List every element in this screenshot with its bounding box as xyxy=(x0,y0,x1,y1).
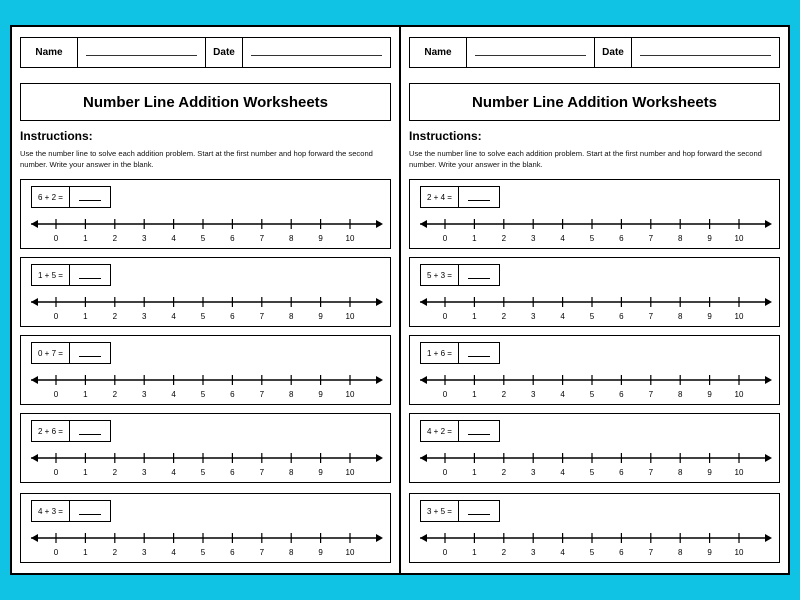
equation-box xyxy=(31,420,111,442)
equation-box xyxy=(420,500,500,522)
tick-label: 1 xyxy=(83,312,88,321)
tick-label: 2 xyxy=(112,390,118,399)
tick-label: 3 xyxy=(530,390,536,399)
number-line xyxy=(29,214,385,244)
tick-label: 7 xyxy=(648,390,654,399)
instructions-text: Use the number line to solve each addition problem. Start at the first number and hop forward the second number. Write your answer in the blank. xyxy=(20,149,373,169)
number-line xyxy=(29,448,385,478)
tick-label: 0 xyxy=(442,312,448,321)
tick-label: 3 xyxy=(141,312,147,321)
tick-label: 2 xyxy=(112,548,118,557)
arrow-right-icon xyxy=(765,454,772,462)
tick-label: 3 xyxy=(141,468,147,477)
number-line xyxy=(418,214,774,244)
tick-label: 3 xyxy=(141,234,147,243)
tick-label: 10 xyxy=(734,390,744,399)
tick-label: 9 xyxy=(318,468,323,477)
answer-blank[interactable] xyxy=(70,343,110,363)
name-field[interactable] xyxy=(78,38,205,67)
tick-label: 3 xyxy=(530,548,536,557)
date-field[interactable] xyxy=(632,38,779,67)
arrow-right-icon xyxy=(765,298,772,306)
tick-label: 1 xyxy=(472,468,477,477)
equation-text: 6 + 2 = xyxy=(32,187,70,207)
answer-blank[interactable] xyxy=(459,265,499,285)
arrow-left-icon xyxy=(31,454,38,462)
answer-blank[interactable] xyxy=(70,265,110,285)
problem-box xyxy=(20,413,391,483)
equation-text: 4 + 3 = xyxy=(32,501,70,521)
equation-box xyxy=(31,342,111,364)
number-line xyxy=(29,370,385,400)
tick-label: 6 xyxy=(619,234,624,243)
tick-label: 2 xyxy=(501,390,507,399)
arrow-right-icon xyxy=(376,376,383,384)
tick-label: 1 xyxy=(83,234,88,243)
tick-label: 5 xyxy=(589,312,595,321)
problem-box xyxy=(409,493,780,563)
problem-box xyxy=(20,257,391,327)
tick-label: 1 xyxy=(472,234,477,243)
tick-label: 10 xyxy=(734,312,744,321)
tick-label: 4 xyxy=(560,390,565,399)
tick-label: 7 xyxy=(259,468,265,477)
equation-box xyxy=(31,500,111,522)
tick-label: 2 xyxy=(501,548,507,557)
tick-label: 0 xyxy=(53,312,59,321)
tick-label: 1 xyxy=(83,548,88,557)
tick-label: 4 xyxy=(171,548,176,557)
tick-label: 6 xyxy=(619,548,624,557)
arrow-left-icon xyxy=(420,298,427,306)
tick-label: 5 xyxy=(589,468,595,477)
answer-blank[interactable] xyxy=(459,343,499,363)
number-line xyxy=(418,448,774,478)
tick-label: 6 xyxy=(230,312,235,321)
tick-label: 7 xyxy=(259,234,265,243)
worksheet-page-right xyxy=(401,27,788,573)
tick-label: 5 xyxy=(200,312,206,321)
tick-label: 8 xyxy=(288,234,294,243)
tick-label: 1 xyxy=(83,468,88,477)
tick-label: 7 xyxy=(648,468,654,477)
worksheet-frame xyxy=(10,25,790,575)
instructions-text: Use the number line to solve each addition problem. Start at the first number and hop forward the second number. Write your answer in the blank. xyxy=(409,149,762,169)
problem-box xyxy=(409,257,780,327)
tick-label: 8 xyxy=(288,468,294,477)
equation-text: 3 + 5 = xyxy=(421,501,459,521)
name-field[interactable] xyxy=(467,38,594,67)
tick-label: 8 xyxy=(677,468,683,477)
answer-blank[interactable] xyxy=(70,421,110,441)
tick-label: 7 xyxy=(648,312,654,321)
arrow-right-icon xyxy=(765,376,772,384)
equation-box xyxy=(420,420,500,442)
arrow-right-icon xyxy=(765,220,772,228)
worksheet-title: Number Line Addition Worksheets xyxy=(20,83,391,121)
problem-box xyxy=(409,179,780,249)
tick-label: 2 xyxy=(112,234,118,243)
tick-label: 5 xyxy=(200,548,206,557)
tick-label: 8 xyxy=(677,234,683,243)
equation-text: 1 + 6 = xyxy=(421,343,459,363)
tick-label: 5 xyxy=(589,234,595,243)
tick-label: 4 xyxy=(560,234,565,243)
problem-box xyxy=(409,413,780,483)
tick-label: 10 xyxy=(345,312,355,321)
problem-box xyxy=(20,493,391,563)
tick-label: 5 xyxy=(200,234,206,243)
tick-label: 2 xyxy=(501,234,507,243)
number-line xyxy=(418,292,774,322)
arrow-right-icon xyxy=(376,298,383,306)
worksheet-title: Number Line Addition Worksheets xyxy=(409,83,780,121)
tick-label: 4 xyxy=(560,468,565,477)
tick-label: 1 xyxy=(83,390,88,399)
tick-label: 9 xyxy=(707,548,712,557)
tick-label: 0 xyxy=(53,234,59,243)
tick-label: 9 xyxy=(707,312,712,321)
date-label: Date xyxy=(205,38,243,67)
tick-label: 4 xyxy=(560,312,565,321)
tick-label: 4 xyxy=(171,468,176,477)
tick-label: 6 xyxy=(230,390,235,399)
number-line xyxy=(418,370,774,400)
equation-text: 4 + 2 = xyxy=(421,421,459,441)
problem-box xyxy=(20,179,391,249)
tick-label: 1 xyxy=(472,548,477,557)
answer-blank[interactable] xyxy=(70,501,110,521)
tick-label: 2 xyxy=(501,468,507,477)
tick-label: 7 xyxy=(648,234,654,243)
equation-box xyxy=(420,342,500,364)
tick-label: 4 xyxy=(560,548,565,557)
number-line xyxy=(29,528,385,558)
tick-label: 6 xyxy=(619,390,624,399)
arrow-left-icon xyxy=(31,220,38,228)
arrow-right-icon xyxy=(376,534,383,542)
tick-label: 9 xyxy=(318,548,323,557)
tick-label: 2 xyxy=(501,312,507,321)
tick-label: 5 xyxy=(589,548,595,557)
answer-blank[interactable] xyxy=(459,501,499,521)
tick-label: 7 xyxy=(259,312,265,321)
arrow-right-icon xyxy=(765,534,772,542)
name-date-bar xyxy=(409,37,780,68)
equation-text: 2 + 6 = xyxy=(32,421,70,441)
equation-box xyxy=(420,186,500,208)
problem-box xyxy=(409,335,780,405)
tick-label: 10 xyxy=(734,468,744,477)
tick-label: 4 xyxy=(171,390,176,399)
tick-label: 0 xyxy=(53,390,59,399)
instructions-heading: Instructions: xyxy=(409,129,482,143)
arrow-left-icon xyxy=(420,454,427,462)
arrow-left-icon xyxy=(31,534,38,542)
tick-label: 1 xyxy=(472,390,477,399)
arrow-left-icon xyxy=(420,376,427,384)
tick-label: 7 xyxy=(648,548,654,557)
arrow-right-icon xyxy=(376,220,383,228)
tick-label: 6 xyxy=(230,468,235,477)
tick-label: 4 xyxy=(171,312,176,321)
instructions-heading: Instructions: xyxy=(20,129,93,143)
equation-text: 5 + 3 = xyxy=(421,265,459,285)
tick-label: 3 xyxy=(530,468,536,477)
tick-label: 5 xyxy=(589,390,595,399)
tick-label: 8 xyxy=(677,312,683,321)
tick-label: 0 xyxy=(53,468,59,477)
tick-label: 2 xyxy=(112,468,118,477)
tick-label: 9 xyxy=(707,468,712,477)
date-field[interactable] xyxy=(243,38,390,67)
tick-label: 8 xyxy=(288,312,294,321)
tick-label: 6 xyxy=(230,548,235,557)
answer-blank[interactable] xyxy=(459,421,499,441)
tick-label: 3 xyxy=(141,548,147,557)
tick-label: 0 xyxy=(442,390,448,399)
answer-blank[interactable] xyxy=(70,187,110,207)
arrow-right-icon xyxy=(376,454,383,462)
tick-label: 4 xyxy=(171,234,176,243)
name-label: Name xyxy=(21,38,78,67)
tick-label: 8 xyxy=(288,548,294,557)
arrow-left-icon xyxy=(420,534,427,542)
tick-label: 0 xyxy=(442,468,448,477)
tick-label: 3 xyxy=(141,390,147,399)
tick-label: 3 xyxy=(530,234,536,243)
tick-label: 10 xyxy=(345,234,355,243)
arrow-left-icon xyxy=(420,220,427,228)
equation-text: 1 + 5 = xyxy=(32,265,70,285)
tick-label: 8 xyxy=(677,548,683,557)
tick-label: 9 xyxy=(318,390,323,399)
tick-label: 6 xyxy=(619,468,624,477)
worksheet-page-left xyxy=(12,27,399,573)
tick-label: 7 xyxy=(259,548,265,557)
number-line xyxy=(418,528,774,558)
tick-label: 5 xyxy=(200,390,206,399)
tick-label: 2 xyxy=(112,312,118,321)
date-label: Date xyxy=(594,38,632,67)
tick-label: 6 xyxy=(619,312,624,321)
equation-box xyxy=(420,264,500,286)
tick-label: 10 xyxy=(734,234,744,243)
equation-box xyxy=(31,264,111,286)
answer-blank[interactable] xyxy=(459,187,499,207)
problem-box xyxy=(20,335,391,405)
arrow-left-icon xyxy=(31,298,38,306)
name-date-bar xyxy=(20,37,391,68)
arrow-left-icon xyxy=(31,376,38,384)
tick-label: 10 xyxy=(345,548,355,557)
equation-text: 0 + 7 = xyxy=(32,343,70,363)
number-line xyxy=(29,292,385,322)
name-label: Name xyxy=(410,38,467,67)
equation-text: 2 + 4 = xyxy=(421,187,459,207)
tick-label: 8 xyxy=(677,390,683,399)
tick-label: 6 xyxy=(230,234,235,243)
tick-label: 0 xyxy=(53,548,59,557)
tick-label: 7 xyxy=(259,390,265,399)
tick-label: 9 xyxy=(707,390,712,399)
tick-label: 0 xyxy=(442,548,448,557)
tick-label: 3 xyxy=(530,312,536,321)
tick-label: 5 xyxy=(200,468,206,477)
tick-label: 8 xyxy=(288,390,294,399)
tick-label: 1 xyxy=(472,312,477,321)
tick-label: 10 xyxy=(345,390,355,399)
equation-box xyxy=(31,186,111,208)
tick-label: 0 xyxy=(442,234,448,243)
tick-label: 10 xyxy=(734,548,744,557)
tick-label: 10 xyxy=(345,468,355,477)
tick-label: 9 xyxy=(318,234,323,243)
tick-label: 9 xyxy=(707,234,712,243)
tick-label: 9 xyxy=(318,312,323,321)
